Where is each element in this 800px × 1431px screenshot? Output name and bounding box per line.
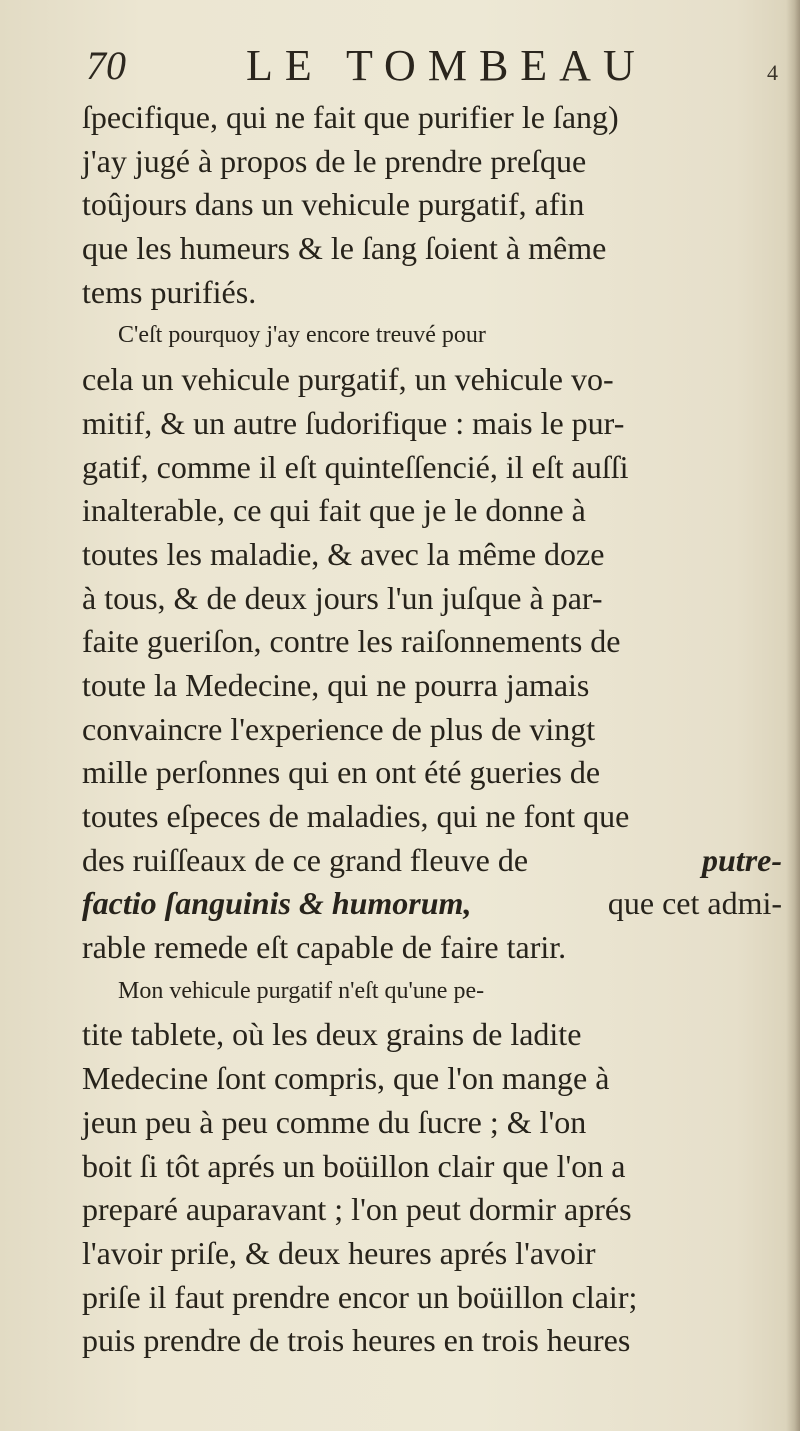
- text-line: gatif, comme il eſt quinteſſencié, il eſt auſſi: [82, 448, 629, 485]
- paragraph-start-line: Mon vehicule purgatif n'eſt qu'une pe-: [118, 977, 485, 1004]
- text-line: l'avoir priſe, & deux heures aprés l'avoir: [82, 1234, 596, 1271]
- text-line: puis prendre de trois heures en trois heures: [82, 1322, 631, 1359]
- text-line: Medecine ſont compris, que l'on mange à: [82, 1060, 610, 1097]
- text-line: preparé auparavant ; l'on peut dormir aprés: [82, 1191, 632, 1228]
- text-line: mitif, & un autre ſudorifique : mais le pur-: [82, 404, 625, 441]
- text-line: cela un vehicule purgatif, un vehicule vo-: [82, 361, 614, 398]
- text-line: toutes eſpeces de maladies, qui ne font que: [82, 798, 630, 834]
- text-segment: que cet admi-: [607, 885, 782, 922]
- text-line: toûjours dans un vehicule purgatif, afin: [82, 186, 585, 223]
- corner-mark: 4: [767, 60, 778, 85]
- paragraph-start-line: C'eſt pourquoy j'ay encore treuvé pour: [118, 322, 486, 349]
- text-line: convaincre l'experience de plus de vingt: [82, 710, 596, 747]
- running-title: LE TOMBEAU: [246, 41, 647, 90]
- text-line: jeun peu à peu comme du ſucre ; & l'on: [82, 1103, 587, 1140]
- text-line: inalterable, ce qui fait que je le donne à: [82, 492, 586, 529]
- text-line: tems purifiés.: [82, 273, 257, 310]
- italic-phrase: putre-: [702, 841, 782, 878]
- text-line-with-italic: [82, 839, 782, 883]
- text-line: que les humeurs & le ſang ſoient à même: [82, 230, 607, 267]
- italic-phrase: factio ſanguinis & humorum,: [82, 885, 472, 922]
- text-line: rable remede eſt capable de faire tarir.: [82, 929, 567, 966]
- text-line: j'ay jugé à propos de le prendre preſque: [82, 142, 587, 179]
- text-line: toutes les maladie, & avec la même doze: [82, 535, 605, 572]
- text-line: priſe il faut prendre encor un boüillon clair;: [82, 1278, 638, 1315]
- page-number: 70: [86, 43, 126, 88]
- text-line: ſpecifique, qui ne fait que purifier le ſang): [82, 99, 619, 135]
- body-text: [82, 96, 782, 1363]
- text-segment: des ruiſſeaux de ce grand fleuve de: [82, 841, 529, 878]
- page-edge-shadow: [786, 0, 800, 1431]
- text-line: toute la Medecine, qui ne pourra jamais: [82, 666, 590, 703]
- text-line: à tous, & de deux jours l'un juſque à par-: [82, 579, 603, 616]
- text-line: mille perſonnes qui en ont été gueries de: [82, 754, 601, 791]
- text-line: tite tablete, où les deux grains de ladite: [82, 1016, 582, 1053]
- text-line: faite gueriſon, contre les raiſonnements de: [82, 623, 621, 660]
- page-header: [86, 40, 786, 96]
- text-line: boit ſi tôt aprés un boüillon clair que l'on a: [82, 1147, 626, 1184]
- text-line-with-italic: [82, 882, 782, 926]
